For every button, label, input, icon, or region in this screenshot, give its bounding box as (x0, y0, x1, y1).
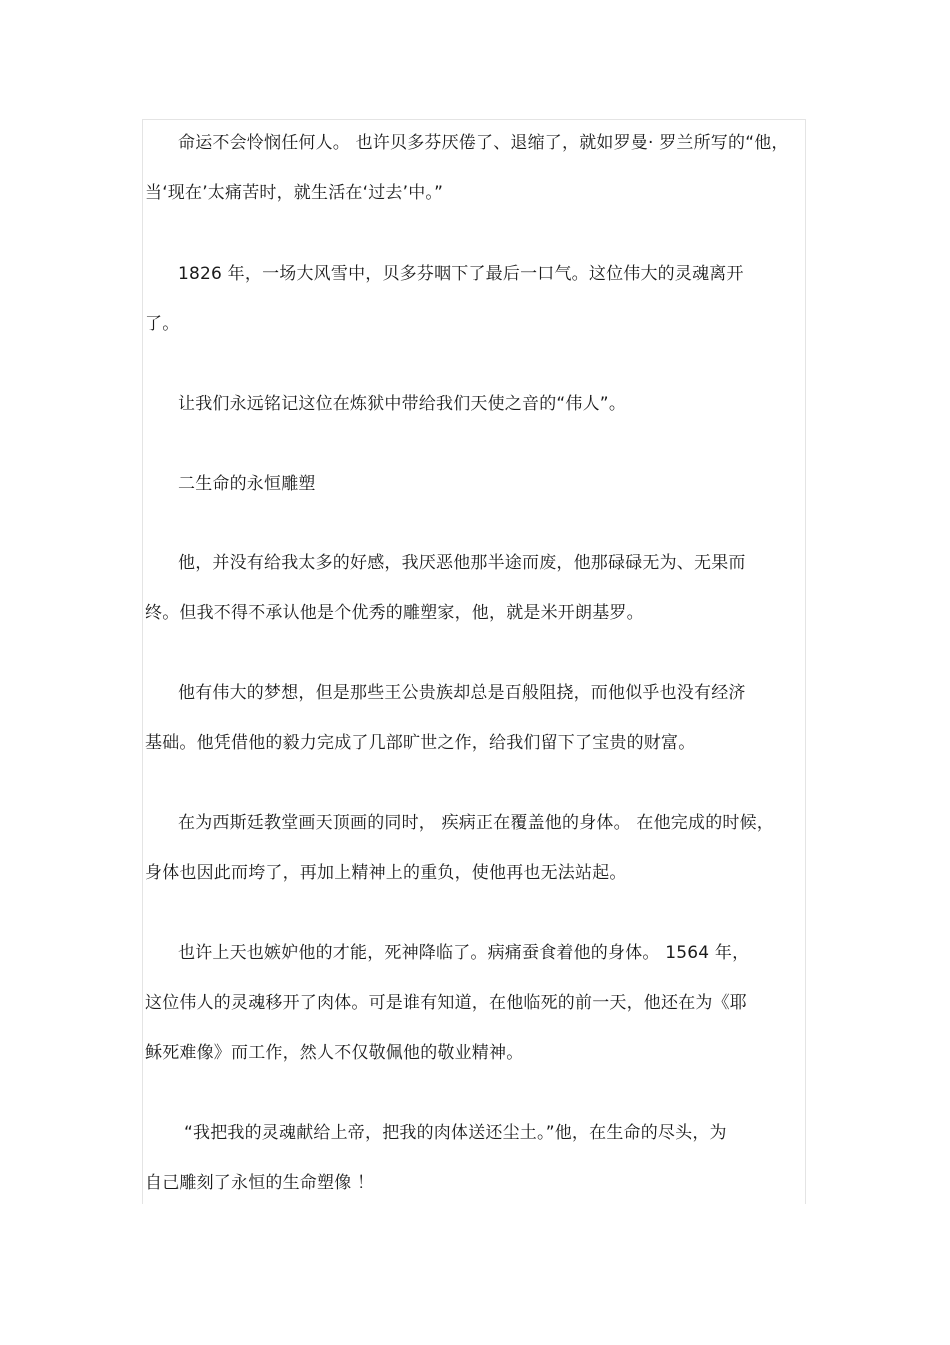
paragraph-9-line-2: 自己雕刻了永恒的生命塑像 ！ (145, 1173, 375, 1193)
paragraph-8-line-3: 稣死难像》而工作，然人不仅敬佩他的敬业精神。 (145, 1043, 524, 1063)
section-heading: 二生命的永恒雕塑 (178, 474, 316, 494)
paragraph-2-line-1: 1826 年，一场大风雪中，贝多芬咽下了最后一口气。这位伟大的灵魂离开 (178, 264, 744, 284)
paragraph-1-line-1: 命运不会怜悯任何人。 也许贝多芬厌倦了、退缩了，就如罗曼· 罗兰所写的“他， (178, 133, 789, 153)
paragraph-9-line-1: “我把我的灵魂献给上帝，把我的肉体送还尘土。”他，在生命的尽头，为 (184, 1123, 727, 1143)
paragraph-8-line-1: 也许上天也嫉妒他的才能，死神降临了。病痛蚕食着他的身体。 1564 年， (178, 943, 750, 963)
paragraph-5-line-1: 他，并没有给我太多的好感，我厌恶他那半途而废，他那碌碌无为、无果而 (178, 553, 746, 573)
paragraph-3-line-1: 让我们永远铭记这位在炼狱中带给我们天使之音的“伟人”。 (178, 394, 627, 414)
paragraph-1-line-2: 当‘现在’太痛苦时，就生活在‘过去’中。” (145, 183, 444, 203)
paragraph-7-line-2: 身体也因此而垮了，再加上精神上的重负，使他再也无法站起。 (145, 863, 627, 883)
paragraph-7-line-1: 在为西斯廷教堂画天顶画的同时， 疾病正在覆盖他的身体。 在他完成的时候， (178, 813, 775, 833)
paragraph-6-line-2: 基础。他凭借他的毅力完成了几部旷世之作，给我们留下了宝贵的财富。 (145, 733, 696, 753)
paragraph-6-line-1: 他有伟大的梦想，但是那些王公贵族却总是百般阻挠，而他似乎也没有经济 (178, 683, 746, 703)
paragraph-5-line-2: 终。但我不得不承认他是个优秀的雕塑家，他，就是米开朗基罗。 (145, 603, 644, 623)
paragraph-8-line-2: 这位伟人的灵魂移开了肉体。可是谁有知道，在他临死的前一天，他还在为《耶 (145, 993, 747, 1013)
paragraph-2-line-2: 了。 (145, 314, 180, 334)
